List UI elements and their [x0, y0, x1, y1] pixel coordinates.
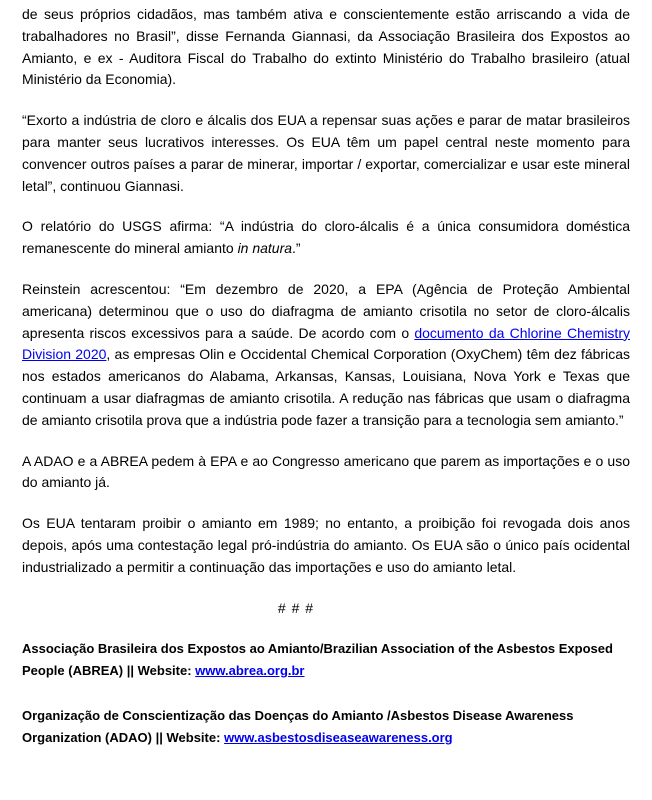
paragraph-us-ban-history: Os EUA tentaram proibir o amianto em 1989; no entanto, a proibição foi revogada dois anos depois, após uma contestação legal pró-indústria do amianto. Os EUA são o único país ocidental industrializado a permitir a continuação das importações e uso do amianto letal. [22, 515, 630, 575]
footer-abrea-text: Associação Brasileira dos Expostos ao Amianto/Brazilian Association of the Asbestos Exposed People (ABREA) || Website: [22, 641, 613, 679]
footer-adao [22, 705, 630, 749]
paragraph-exorto-quote: “Exorto a indústria de cloro e álcalis dos EUA a repensar suas ações e parar de matar brasileiros para manter seus lucrativos interesses. Os EUA têm um papel central neste momento para convencer outros países a parar de minerar, importar / exportar, comercializar e usar este mineral letal”, continuou Giannasi. [22, 112, 630, 194]
paragraph-text: , as empresas Olin e Occidental Chemical Corporation (OxyChem) têm dez fábricas nos estados americanos do Alabama, Arkansas, Kansas, Louisiana, Nova York e Texas que continuam a usar diafragmas de amianto crisotila. A redução nas fábricas que usam o diafragma de amianto crisotila prova que a indústria pode fazer a transição para a tecnologia sem amianto.” [22, 346, 630, 428]
paragraph-text: O relatório do USGS afirma: “A indústria do cloro-álcalis é a única consumidora doméstica remanescente do mineral amianto [22, 218, 630, 257]
paragraph-text: .” [292, 240, 301, 257]
paragraph-usgs-report [22, 216, 630, 260]
abrea-website-link[interactable]: www.abrea.org.br [195, 663, 305, 679]
footer-adao-text: Organização de Conscientização das Doenças do Amianto /Asbestos Disease Awareness Organization (ADAO) || Website: [22, 707, 574, 745]
paragraph-text: Reinstein acrescentou: “Em dezembro de 2020, a EPA (Agência de Proteção Ambiental americana) determinou que o uso do diafragma de amianto crisotila no setor de cloro-álcalis apresenta riscos excessivos para a saúde. De acordo com o [22, 280, 630, 341]
adao-website-link[interactable]: www.asbestosdiseaseawareness.org [224, 729, 453, 745]
paragraph-adao-abrea-demand: A ADAO e a ABREA pedem à EPA e ao Congresso americano que parem as importações e o uso do amianto já. [22, 452, 630, 491]
footer-abrea [22, 638, 630, 682]
end-of-release-marker: # # # [277, 599, 315, 616]
chlorine-chemistry-division-2020-link[interactable]: documento da Chlorine Chemistry Division 2020 [22, 324, 630, 363]
paragraph-reinstein-epa [22, 279, 630, 432]
paragraph-giannasi-quote-end: de seus próprios cidadãos, mas também ativa e conscientemente estão arriscando a vida de trabalhadores no Brasil”, disse Fernanda Giannasi, da Associação Brasileira dos Expostos ao Amianto, e ex - Auditora Fiscal do Trabalho do extinto Ministério do Trabalho brasileiro (atual Ministério da Economia). [22, 6, 630, 88]
in-natura-italic: in natura [237, 240, 293, 257]
